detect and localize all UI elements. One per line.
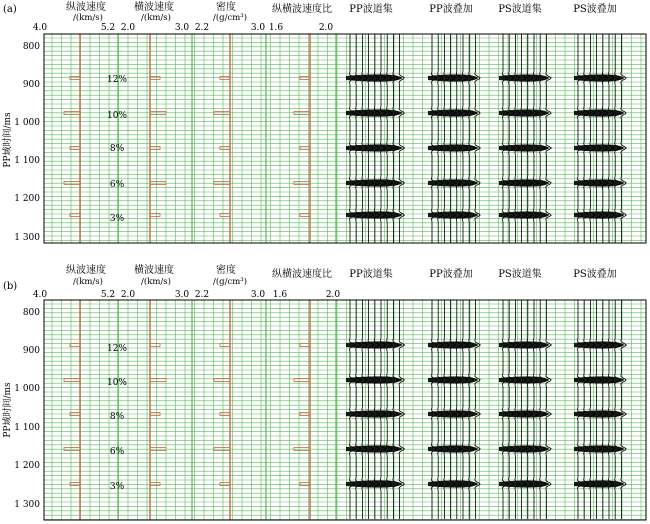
seismic-trace bbox=[608, 34, 614, 243]
seismic-trace bbox=[462, 34, 468, 243]
log-anomaly bbox=[150, 77, 160, 80]
wavelet-lobe bbox=[428, 410, 478, 417]
wavelet-lobe bbox=[499, 341, 549, 348]
panel-b-col8-title: PS波叠加 bbox=[573, 269, 617, 280]
seismic-trace bbox=[387, 34, 393, 243]
wavelet-lobe bbox=[574, 376, 624, 383]
panel-b-percent-label: 8% bbox=[109, 412, 125, 422]
wavelet-lobe bbox=[574, 480, 624, 487]
panel-b-y-axis-label: PP域时间/ms bbox=[3, 382, 13, 438]
wavelet-lobe bbox=[499, 445, 549, 452]
panel-a-col7-title: PS波道集 bbox=[498, 4, 542, 15]
log-anomaly bbox=[70, 214, 80, 217]
panel-b-col3-unit: /(g/cm³) bbox=[212, 277, 248, 287]
wavelet-lobe bbox=[346, 341, 403, 348]
panel-a-col2-tick-left: 2.0 bbox=[120, 23, 136, 33]
wavelet-lobe bbox=[499, 480, 549, 487]
panel-b-col4-title: 纵横波速度比 bbox=[272, 269, 332, 280]
wavelet-lobe bbox=[346, 74, 403, 81]
seismic-trace bbox=[527, 34, 533, 243]
panel-b-col1-unit: /(km/s) bbox=[73, 277, 103, 287]
wavelet-lobe bbox=[574, 74, 624, 81]
panel-b-col3-title: 密度 bbox=[216, 265, 236, 276]
seismic-trace bbox=[502, 34, 508, 243]
panel-a-col3-title: 密度 bbox=[216, 2, 236, 13]
wavelet-lobe bbox=[428, 445, 478, 452]
panel-a-y-tick: 1 200 bbox=[14, 194, 40, 204]
wavelet-lobe bbox=[428, 74, 478, 81]
seismic-trace bbox=[621, 34, 627, 243]
seismic-trace bbox=[349, 34, 355, 243]
panel-a-y-tick: 900 bbox=[22, 80, 40, 90]
panel-a-col1-unit: /(km/s) bbox=[73, 13, 103, 23]
wavelet-lobe bbox=[574, 445, 624, 452]
wavelet-lobe bbox=[346, 410, 403, 417]
panel-a-col2-unit: /(km/s) bbox=[141, 13, 171, 23]
wavelet-lobe bbox=[346, 376, 403, 383]
panel-b-col2-title: 横波速度 bbox=[134, 265, 174, 276]
seismic-trace bbox=[469, 34, 475, 243]
panel-b-percent-label: 3% bbox=[109, 482, 125, 492]
panel-a-seismic-traces bbox=[346, 34, 626, 243]
seismic-trace bbox=[577, 34, 583, 243]
wavelet-lobe bbox=[428, 144, 478, 151]
panel-a-col2-tick-right: 3.0 bbox=[174, 23, 190, 33]
panel-b-col5-title: PP波道集 bbox=[349, 269, 393, 280]
panel-a-y-tick: 800 bbox=[22, 42, 40, 52]
panel-a-col2-title: 横波速度 bbox=[134, 2, 174, 13]
panel-b-col1-title: 纵波速度 bbox=[66, 265, 106, 276]
wavelet-lobe bbox=[346, 144, 403, 151]
wavelet-lobe bbox=[346, 480, 403, 487]
wavelet-lobe bbox=[428, 341, 478, 348]
seismic-trace bbox=[456, 34, 462, 243]
panel-b-col4-tick-right: 2.0 bbox=[325, 290, 341, 300]
log-anomaly bbox=[220, 483, 230, 486]
panel-b-y-tick: 1 300 bbox=[14, 500, 40, 510]
log-anomaly bbox=[220, 77, 230, 80]
panel-b-well-logs bbox=[64, 300, 310, 520]
panel-b-percent-label: 10% bbox=[106, 378, 128, 388]
panel-a-col5-title: PP波道集 bbox=[349, 4, 393, 15]
seismic-trace bbox=[521, 34, 527, 243]
panel-a-label: (a) bbox=[3, 4, 17, 15]
wavelet-lobe bbox=[574, 410, 624, 417]
wavelet-lobe bbox=[346, 179, 403, 186]
panel-a-y-tick: 1 000 bbox=[14, 118, 40, 128]
panel-a-col8-title: PS波叠加 bbox=[573, 4, 617, 15]
panel-b-col4-tick-left: 1.6 bbox=[272, 290, 288, 300]
wavelet-lobe bbox=[499, 179, 549, 186]
log-anomaly bbox=[150, 214, 160, 217]
panel-a-col4-tick-right: 2.0 bbox=[318, 23, 334, 33]
panel-b-y-tick: 1 200 bbox=[14, 461, 40, 471]
panel-a-col1-tick-left: 4.0 bbox=[32, 23, 48, 33]
panel-a-percent-label: 6% bbox=[109, 180, 125, 190]
wavelet-lobe bbox=[499, 376, 549, 383]
seismic-trace bbox=[590, 34, 596, 243]
panel-b-y-tick: 1 000 bbox=[14, 384, 40, 394]
panel-a-percent-label: 12% bbox=[106, 75, 128, 85]
panel-b-y-tick: 1 100 bbox=[14, 423, 40, 433]
panel-b-percent-label: 12% bbox=[106, 344, 128, 354]
seismic-trace bbox=[540, 34, 546, 243]
wavelet-lobe bbox=[499, 211, 549, 218]
panel-a-col6-title: PP波叠加 bbox=[429, 4, 473, 15]
seismic-trace bbox=[509, 34, 515, 243]
log-anomaly bbox=[220, 344, 230, 347]
panel-b-col2-tick-right: 3.0 bbox=[174, 290, 190, 300]
wavelet-lobe bbox=[428, 109, 478, 116]
seismic-trace bbox=[546, 34, 552, 243]
panel-a-col3-tick-left: 2.2 bbox=[194, 23, 210, 33]
log-anomaly bbox=[150, 344, 160, 347]
panel-b-col1-tick-right: 5.2 bbox=[100, 290, 116, 300]
seismic-trace bbox=[438, 34, 444, 243]
seismic-trace bbox=[444, 34, 450, 243]
panel-b-grid bbox=[44, 300, 646, 520]
log-anomaly bbox=[70, 344, 80, 347]
panel-b-y-tick: 900 bbox=[22, 346, 40, 356]
panel-a-col3-unit: /(g/cm³) bbox=[212, 13, 248, 23]
wavelet-lobe bbox=[574, 109, 624, 116]
panel-a-y-tick: 1 100 bbox=[14, 156, 40, 166]
panel-a-col1-tick-right: 5.2 bbox=[100, 23, 116, 33]
log-anomaly bbox=[220, 214, 230, 217]
seismic-trace bbox=[393, 34, 399, 243]
seismic-trace bbox=[615, 34, 621, 243]
log-anomaly bbox=[70, 77, 80, 80]
panel-a-well-logs bbox=[64, 34, 310, 243]
seismic-trace bbox=[596, 34, 602, 243]
wavelet-lobe bbox=[428, 211, 478, 218]
wavelet-lobe bbox=[428, 376, 478, 383]
panel-a bbox=[1, 0, 646, 243]
wavelet-lobe bbox=[574, 341, 624, 348]
panel-b bbox=[1, 263, 646, 520]
panel-a-col3-tick-right: 3.0 bbox=[250, 23, 266, 33]
panel-b-col7-title: PS波道集 bbox=[498, 269, 542, 280]
panel-a-y-axis-label: PP域时间/ms bbox=[3, 112, 13, 168]
wavelet-lobe bbox=[346, 109, 403, 116]
panel-b-y-tick: 800 bbox=[22, 308, 40, 318]
panel-b-col1-tick-left: 4.0 bbox=[32, 290, 48, 300]
panel-b-col2-unit: /(km/s) bbox=[141, 277, 171, 287]
panel-a-percent-label: 8% bbox=[109, 144, 125, 154]
wavelet-lobe bbox=[499, 410, 549, 417]
panel-a-col4-title: 纵横波速度比 bbox=[272, 4, 332, 15]
panel-a-y-tick: 1 300 bbox=[14, 233, 40, 243]
panel-b-col2-tick-left: 2.0 bbox=[120, 290, 136, 300]
panel-a-col1-title: 纵波速度 bbox=[66, 2, 106, 13]
wavelet-lobe bbox=[574, 144, 624, 151]
wavelet-lobe bbox=[499, 74, 549, 81]
panel-b-label: (b) bbox=[3, 281, 18, 292]
seismic-trace bbox=[380, 34, 386, 243]
log-anomaly bbox=[70, 483, 80, 486]
wavelet-lobe bbox=[499, 144, 549, 151]
panel-b-col3-tick-left: 2.2 bbox=[194, 290, 210, 300]
wavelet-lobe bbox=[346, 445, 403, 452]
panel-a-col4-tick-left: 1.6 bbox=[268, 23, 284, 33]
wavelet-lobe bbox=[428, 179, 478, 186]
panel-a-percent-label: 3% bbox=[109, 214, 125, 224]
panel-b-col3-tick-right: 3.0 bbox=[250, 290, 266, 300]
panel-a-percent-label: 10% bbox=[106, 111, 128, 121]
wavelet-lobe bbox=[428, 480, 478, 487]
wavelet-lobe bbox=[499, 109, 549, 116]
panel-a-grid bbox=[44, 34, 646, 243]
seismic-trace bbox=[584, 34, 590, 243]
wavelet-lobe bbox=[574, 179, 624, 186]
seismic-trace bbox=[368, 34, 374, 243]
panel-b-col6-title: PP波叠加 bbox=[429, 269, 473, 280]
seismic-trace bbox=[356, 34, 362, 243]
wavelet-lobe bbox=[574, 211, 624, 218]
panel-b-percent-label: 6% bbox=[109, 447, 125, 457]
log-anomaly bbox=[150, 483, 160, 486]
seismic-trace bbox=[362, 34, 368, 243]
wavelet-lobe bbox=[346, 211, 403, 218]
